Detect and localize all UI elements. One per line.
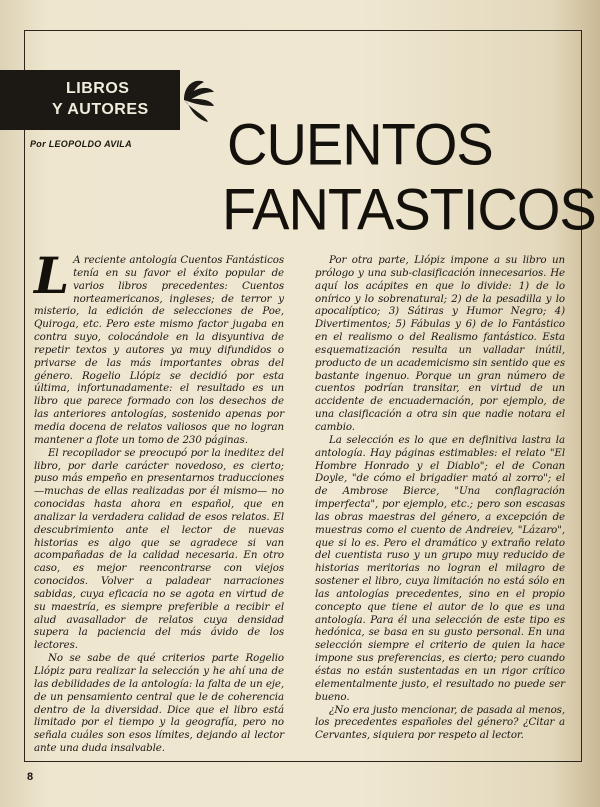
article-title-line2: FANTASTICOS (222, 175, 596, 242)
article-column-left (34, 246, 284, 755)
byline: Por LEOPOLDO AVILA (30, 139, 132, 149)
section-label-line1: LIBROS (66, 80, 130, 97)
paragraph: Por otra parte, Llópiz impone a su libro un prólogo y una sub-clasificación innecesarios. He aquí los acápites en que lo divide: 1) de lo onírico y lo sobrenatural; 2) de la pesadilla y lo apocalíptico; 3) Sátiras y Humor Negro; 4) Divertimentos; 5) Fábulas y 6) de lo Fantástico en el realismo o del Realismo fantástico. Esta esquematización resulta un valladar inútil, producto de un academicismo sin sentido que es bastante ingenuo. Porque un gran número de cuentos podrían transitar, en virtud de un accidente de encuadernación, por ejemplo, de una clasificación a otra sin que nadie notara el cambio. (315, 254, 565, 433)
section-label-line2: Y AUTORES (52, 101, 149, 118)
article-title-line1: CUENTOS (227, 110, 493, 177)
paragraph: ¿No era justo mencionar, de pasada al menos, los precedentes españoles del género? ¿Citar a Cervantes, siquiera por respeto al lector. (315, 703, 565, 742)
drop-cap: L (34, 246, 70, 305)
paragraph: A reciente antología Cuentos Fantásticos tenía en su favor el éxito popular de varios libros precedentes: Cuentos norteamericanos, ingleses; de terror y misterio, la edición de selecciones de Poe, Quiroga, etc. Pero este mismo factor jugaba en contra suyo, colocándole en la disyuntiva de repetir textos y autores ya muy difundidos o privarse de las más importantes obras del género. Rogelio Llópiz se decidió por esta última, infortunadamente: el resultado es un libro que parece formado con los desechos de las anteriores antologías, sostenido apenas por media docena de relatos valiosos que no logran mantener a flote un tomo de 230 páginas. (34, 254, 284, 446)
page-number: 8 (27, 771, 34, 783)
article-column-right (315, 254, 565, 742)
paragraph: El recopilador se preocupó por la ineditez del libro, por darle carácter novedoso, es cierto; puso más empeño en presentarnos traducciones —muchas de ellas realizadas por él mismo— no conocidas hasta ahora en español, que en analizar la verdadera calidad de esos relatos. El descubrimiento ante el lector de nuevas historias es algo que se agradece si van acompañadas de la calidad necesaria. En otro caso, es mejor reencontrarse con viejos conocidos. Volver a paladear narraciones sabidas, cuya eficacia no se agota en virtud de su maestría, es siempre preferible a recibir el alud avasallador de relatos cuya densidad supera la paciencia del más ávido de los lectores. (34, 446, 284, 652)
flower-ornament-icon (182, 74, 216, 126)
paragraph: La selección es lo que en definitiva lastra la antología. Hay páginas estimables: el relato "El Hombre Honrado y el Diablo"; el de Conan Doyle, "de cómo el brigadier mató al zorro"; el de Ambrose Bierce, "Una conflagración imperfecta", por ejemplo, etc.; pero son escasas las obras maestras del género, a excepción de muestras como el cuento de Andreiev, "Lázaro", que si lo es. Pero el dramático y extraño relato del cuentista ruso y un grupo muy reducido de historias meritorias no logran el milagro de sostener el libro, cuya limitación no está sólo en las antologías precedentes, sino en el propio concepto que tiene el autor de lo que es una antología. Para él una selección de este tipo es hedónica, se basa en su gusto personal. En una selección siempre el criterio de quien la hace impone sus preferencias, es cierto; pero cuando éstas no están sustentadas en un rigor crítico elementalmente justo, el resultado no puede ser bueno. (315, 433, 565, 703)
section-banner (0, 70, 180, 130)
paragraph: No se sabe de qué criterios parte Rogelio Llópiz para realizar la selección y he ahí una de las debilidades de la antología: la falta de un eje, de un pensamiento central que le de coherencia dentro de la diversidad. Dice que el libro está limitado por el tiempo y la geografía, pero no señala cuáles son esos límites, dejando al lector ante una duda insalvable. (34, 652, 284, 755)
